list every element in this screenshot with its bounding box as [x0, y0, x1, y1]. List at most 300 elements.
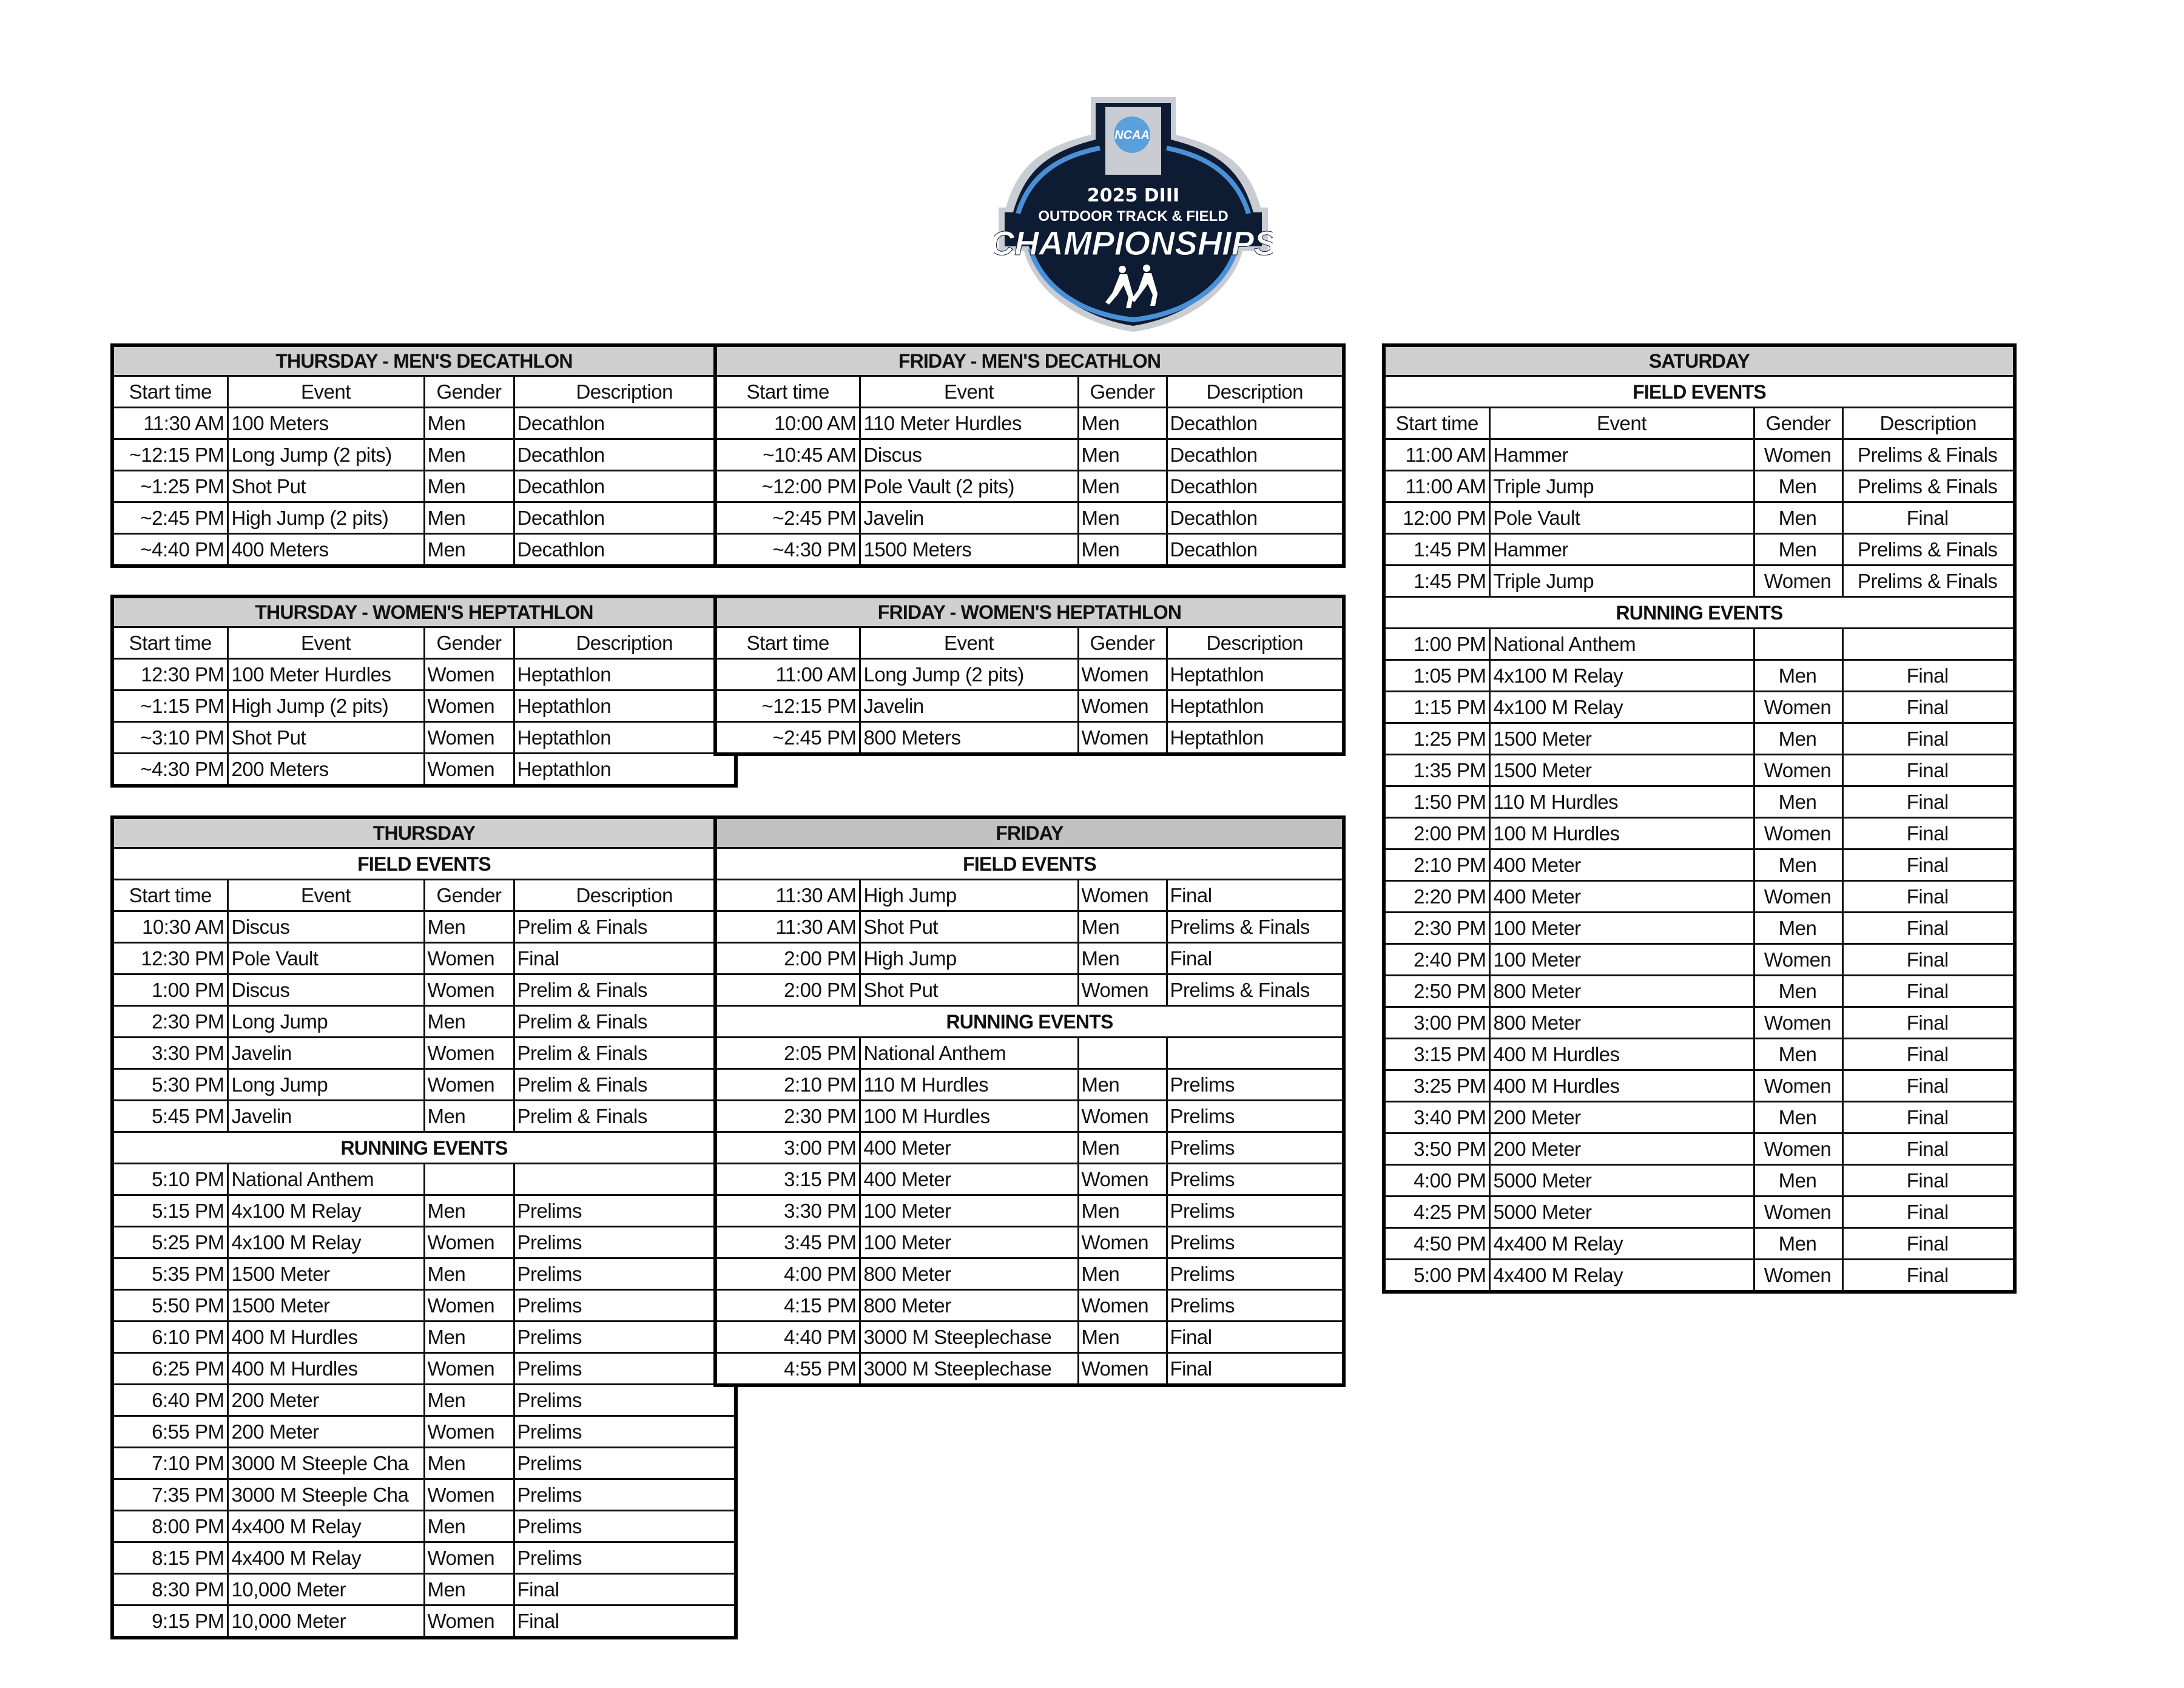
section-running-events: RUNNING EVENTS [715, 1006, 1344, 1038]
gender-cell: Men [424, 502, 514, 534]
column-header-gender: Gender [424, 376, 514, 408]
start-time-cell: ~12:15 PM [715, 690, 860, 722]
event-cell: High Jump [860, 880, 1078, 911]
description-cell: Prelims [514, 1195, 736, 1227]
start-time-cell: 4:00 PM [715, 1258, 860, 1290]
description-cell: Final [514, 943, 736, 974]
gender-cell: Men [424, 1195, 514, 1227]
start-time-cell: ~10:45 AM [715, 439, 860, 471]
event-cell: 400 Meter [1489, 881, 1754, 913]
description-cell: Prelims & Finals [1167, 974, 1344, 1006]
start-time-cell: 8:00 PM [112, 1511, 228, 1542]
start-time-cell: 3:50 PM [1384, 1133, 1489, 1165]
start-time-cell: 2:30 PM [112, 1006, 228, 1038]
description-cell [1167, 1038, 1344, 1069]
table-row [112, 1385, 736, 1416]
gender-cell: Men [1078, 502, 1167, 534]
description-cell: Final [1167, 1353, 1344, 1386]
start-time-cell: 6:55 PM [112, 1416, 228, 1448]
event-cell: 10,000 Meter [228, 1605, 424, 1638]
championship-logo [994, 92, 1273, 335]
description-cell: Prelims [1167, 1195, 1344, 1227]
description-cell: Decathlon [1167, 534, 1344, 567]
gender-cell: Men [1754, 976, 1842, 1007]
gender-cell: Women [424, 722, 514, 754]
description-cell: Final [1842, 849, 2015, 881]
event-cell: 1500 Meter [1489, 755, 1754, 786]
column-header-description: Description [1167, 627, 1344, 659]
event-cell: National Anthem [860, 1038, 1078, 1069]
table-row [1384, 1102, 2015, 1133]
gender-cell: Women [1754, 944, 1842, 976]
column-header-gender: Gender [1754, 408, 1842, 439]
description-cell: Final [1842, 944, 2015, 976]
description-cell: Final [1167, 880, 1344, 911]
event-cell: National Anthem [228, 1164, 424, 1195]
description-cell: Prelims [1167, 1227, 1344, 1258]
table-row [112, 690, 736, 722]
description-cell: Final [1842, 976, 2015, 1007]
event-cell: Shot Put [228, 722, 424, 754]
description-cell: Final [1842, 755, 2015, 786]
table-row [112, 1542, 736, 1574]
event-cell: 3000 M Steeple Cha [228, 1479, 424, 1511]
event-cell: Shot Put [860, 974, 1078, 1006]
start-time-cell: 12:00 PM [1384, 502, 1489, 534]
description-cell: Prelim & Finals [514, 1101, 736, 1132]
thursday-table [110, 815, 738, 1639]
start-time-cell: ~2:45 PM [715, 502, 860, 534]
start-time-cell: 11:30 AM [715, 911, 860, 943]
description-cell: Decathlon [514, 502, 736, 534]
gender-cell: Men [1078, 408, 1167, 439]
event-cell: 3000 M Steeplechase [860, 1353, 1078, 1386]
gender-cell: Women [424, 754, 514, 786]
table-row [715, 911, 1344, 943]
start-time-cell: 2:30 PM [1384, 913, 1489, 944]
start-time-cell: 5:15 PM [112, 1195, 228, 1227]
start-time-cell: 12:30 PM [112, 943, 228, 974]
friday-table [713, 815, 1346, 1387]
gender-cell: Women [1754, 692, 1842, 723]
table-row [1384, 1007, 2015, 1039]
table-row [112, 1258, 736, 1290]
gender-cell: Men [1754, 534, 1842, 565]
table-title: THURSDAY - WOMEN'S HEPTATHLON [112, 596, 736, 627]
table-row [1384, 755, 2015, 786]
start-time-cell: 10:00 AM [715, 408, 860, 439]
event-cell: 400 M Hurdles [228, 1353, 424, 1385]
start-time-cell: 3:15 PM [1384, 1039, 1489, 1070]
event-cell: Long Jump [228, 1069, 424, 1101]
event-cell: 800 Meters [860, 722, 1078, 755]
gender-cell: Women [424, 690, 514, 722]
start-time-cell: 3:00 PM [1384, 1007, 1489, 1039]
gender-cell: Men [424, 1511, 514, 1542]
gender-cell: Men [1754, 471, 1842, 502]
table-row [715, 1038, 1344, 1069]
saturday-table [1382, 343, 2017, 1294]
column-header-row [112, 376, 736, 408]
column-header-row [715, 627, 1344, 659]
start-time-cell: 4:15 PM [715, 1290, 860, 1322]
gender-cell: Women [1754, 1197, 1842, 1228]
event-cell: 400 M Hurdles [1489, 1070, 1754, 1102]
description-cell: Final [1842, 723, 2015, 755]
event-cell: Long Jump (2 pits) [228, 439, 424, 471]
table-row [112, 1416, 736, 1448]
description-cell: Prelim & Finals [514, 1069, 736, 1101]
event-cell: 4x400 M Relay [1489, 1260, 1754, 1292]
event-cell: 3000 M Steeple Cha [228, 1448, 424, 1479]
gender-cell: Men [1754, 502, 1842, 534]
table-row [1384, 629, 2015, 660]
gender-cell: Men [1078, 1258, 1167, 1290]
event-cell: 100 M Hurdles [1489, 818, 1754, 849]
event-cell: 4x100 M Relay [1489, 692, 1754, 723]
event-cell: 100 Meter Hurdles [228, 659, 424, 690]
description-cell: Prelims [514, 1416, 736, 1448]
event-cell: National Anthem [1489, 629, 1754, 660]
table-row [1384, 1165, 2015, 1197]
event-cell: 100 Meter [1489, 913, 1754, 944]
table-row [112, 534, 736, 567]
gender-cell: Women [424, 1353, 514, 1385]
table-row [112, 1038, 736, 1069]
description-cell: Final [1842, 818, 2015, 849]
start-time-cell: 1:25 PM [1384, 723, 1489, 755]
start-time-cell: 2:20 PM [1384, 881, 1489, 913]
description-cell: Final [1842, 1165, 2015, 1197]
column-header-description: Description [514, 880, 736, 911]
column-header-event: Event [860, 627, 1078, 659]
gender-cell: Women [424, 1227, 514, 1258]
table-row [112, 1605, 736, 1638]
description-cell: Prelims [1167, 1258, 1344, 1290]
gender-cell: Women [1754, 1070, 1842, 1102]
table-row [112, 1574, 736, 1605]
event-cell: 800 Meter [1489, 1007, 1754, 1039]
description-cell: Heptathlon [514, 690, 736, 722]
section-field-events: FIELD EVENTS [1384, 376, 2015, 408]
start-time-cell: 1:45 PM [1384, 565, 1489, 597]
start-time-cell: 4:55 PM [715, 1353, 860, 1386]
gender-cell: Men [424, 1385, 514, 1416]
start-time-cell: 3:40 PM [1384, 1102, 1489, 1133]
event-cell: 110 M Hurdles [1489, 786, 1754, 818]
event-cell: 1500 Meters [860, 534, 1078, 567]
gender-cell: Men [1078, 1195, 1167, 1227]
description-cell: Heptathlon [514, 722, 736, 754]
gender-cell: Women [1078, 1164, 1167, 1195]
svg-text:2025 DIII: 2025 DIII [1087, 185, 1180, 206]
gender-cell: Women [424, 659, 514, 690]
start-time-cell: 5:10 PM [112, 1164, 228, 1195]
start-time-cell: 3:00 PM [715, 1132, 860, 1164]
start-time-cell: 3:15 PM [715, 1164, 860, 1195]
start-time-cell: ~4:40 PM [112, 534, 228, 567]
start-time-cell: ~12:00 PM [715, 471, 860, 502]
event-cell: Javelin [860, 502, 1078, 534]
svg-text:NCAA: NCAA [1114, 129, 1150, 142]
start-time-cell: 1:15 PM [1384, 692, 1489, 723]
gender-cell: Men [1754, 1039, 1842, 1070]
gender-cell: Women [1078, 1101, 1167, 1132]
description-cell: Prelims [514, 1353, 736, 1385]
table-row [1384, 502, 2015, 534]
description-cell: Final [1842, 1070, 2015, 1102]
gender-cell: Women [424, 1479, 514, 1511]
gender-cell: Women [1078, 659, 1167, 690]
gender-cell: Men [424, 439, 514, 471]
start-time-cell: 9:15 PM [112, 1605, 228, 1638]
table-row [715, 534, 1344, 567]
event-cell: Javelin [228, 1101, 424, 1132]
description-cell: Prelims [1167, 1069, 1344, 1101]
event-cell: 400 Meters [228, 534, 424, 567]
start-time-cell: ~2:45 PM [112, 502, 228, 534]
event-cell: 1500 Meter [1489, 723, 1754, 755]
table-row [1384, 471, 2015, 502]
table-title: FRIDAY [715, 817, 1344, 848]
table-row [715, 880, 1344, 911]
table-row [1384, 692, 2015, 723]
description-cell [1842, 629, 2015, 660]
description-cell: Prelims & Finals [1167, 911, 1344, 943]
gender-cell: Women [424, 943, 514, 974]
column-header-row [1384, 408, 2015, 439]
event-cell: 5000 Meter [1489, 1197, 1754, 1228]
start-time-cell: ~1:15 PM [112, 690, 228, 722]
gender-cell: Women [1078, 690, 1167, 722]
table-row [1384, 1197, 2015, 1228]
table-row [1384, 881, 2015, 913]
description-cell: Heptathlon [514, 659, 736, 690]
gender-cell: Women [424, 974, 514, 1006]
gender-cell: Women [1754, 818, 1842, 849]
event-cell: 400 Meter [1489, 849, 1754, 881]
event-cell: Long Jump (2 pits) [860, 659, 1078, 690]
start-time-cell: 11:00 AM [715, 659, 860, 690]
event-cell: 400 Meter [860, 1132, 1078, 1164]
gender-cell: Men [424, 1258, 514, 1290]
event-cell: Shot Put [228, 471, 424, 502]
column-header-description: Description [1842, 408, 2015, 439]
start-time-cell: 5:50 PM [112, 1290, 228, 1322]
table-row [1384, 1228, 2015, 1260]
description-cell: Heptathlon [1167, 722, 1344, 755]
description-cell: Final [514, 1605, 736, 1638]
start-time-cell: 6:40 PM [112, 1385, 228, 1416]
gender-cell: Women [1078, 722, 1167, 755]
description-cell: Decathlon [514, 408, 736, 439]
gender-cell: Women [1754, 1007, 1842, 1039]
gender-cell: Men [1078, 1132, 1167, 1164]
table-row [1384, 660, 2015, 692]
table-row [715, 1258, 1344, 1290]
column-header-event: Event [228, 376, 424, 408]
gender-cell: Men [424, 1448, 514, 1479]
start-time-cell: 11:00 AM [1384, 471, 1489, 502]
description-cell: Prelims [1167, 1132, 1344, 1164]
table-row [112, 754, 736, 786]
table-row [1384, 786, 2015, 818]
gender-cell: Men [1078, 1069, 1167, 1101]
gender-cell: Women [1754, 439, 1842, 471]
description-cell: Decathlon [514, 534, 736, 567]
event-cell: 1500 Meter [228, 1290, 424, 1322]
start-time-cell: 8:30 PM [112, 1574, 228, 1605]
start-time-cell: ~4:30 PM [112, 754, 228, 786]
gender-cell: Men [1078, 471, 1167, 502]
description-cell: Prelims [514, 1227, 736, 1258]
table-row [715, 1227, 1344, 1258]
gender-cell: Men [1754, 1165, 1842, 1197]
event-cell: 400 M Hurdles [228, 1322, 424, 1353]
table-row [715, 408, 1344, 439]
gender-cell: Men [1078, 439, 1167, 471]
gender-cell: Men [1754, 1102, 1842, 1133]
gender-cell: Men [424, 1101, 514, 1132]
section-field-events: FIELD EVENTS [715, 848, 1344, 880]
table-row [1384, 1070, 2015, 1102]
column-header-event: Event [228, 880, 424, 911]
start-time-cell: 6:10 PM [112, 1322, 228, 1353]
start-time-cell: 3:25 PM [1384, 1070, 1489, 1102]
description-cell: Final [1842, 660, 2015, 692]
start-time-cell: 11:00 AM [1384, 439, 1489, 471]
event-cell: 4x400 M Relay [228, 1511, 424, 1542]
start-time-cell: 7:35 PM [112, 1479, 228, 1511]
column-header-gender: Gender [424, 627, 514, 659]
table-row [112, 1227, 736, 1258]
event-cell: 5000 Meter [1489, 1165, 1754, 1197]
start-time-cell: 2:50 PM [1384, 976, 1489, 1007]
column-header-event: Event [860, 376, 1078, 408]
svg-text:OUTDOOR TRACK & FIELD: OUTDOOR TRACK & FIELD [1038, 208, 1228, 225]
gender-cell: Men [1078, 911, 1167, 943]
column-header-description: Description [514, 627, 736, 659]
gender-cell: Women [424, 1069, 514, 1101]
gender-cell: Men [424, 1574, 514, 1605]
gender-cell: Women [424, 1038, 514, 1069]
description-cell: Final [1842, 1260, 2015, 1292]
gender-cell: Women [424, 1605, 514, 1638]
description-cell: Prelims [1167, 1101, 1344, 1132]
table-row [112, 1353, 736, 1385]
gender-cell: Men [424, 408, 514, 439]
description-cell: Prelim & Finals [514, 974, 736, 1006]
start-time-cell: ~12:15 PM [112, 439, 228, 471]
start-time-cell: 2:00 PM [715, 943, 860, 974]
event-cell: Javelin [860, 690, 1078, 722]
column-header-row [112, 880, 736, 911]
event-cell: 110 M Hurdles [860, 1069, 1078, 1101]
start-time-cell: 5:25 PM [112, 1227, 228, 1258]
start-time-cell: 11:30 AM [112, 408, 228, 439]
event-cell: Long Jump [228, 1006, 424, 1038]
gender-cell: Men [1754, 723, 1842, 755]
table-row [715, 1069, 1344, 1101]
event-cell: 200 Meters [228, 754, 424, 786]
ncaa-logo-icon [994, 92, 1273, 335]
table-row [112, 1479, 736, 1511]
event-cell: Pole Vault [1489, 502, 1754, 534]
description-cell: Final [1842, 1133, 2015, 1165]
description-cell: Prelims [514, 1479, 736, 1511]
event-cell: 800 Meter [1489, 976, 1754, 1007]
start-time-cell: 3:45 PM [715, 1227, 860, 1258]
description-cell: Final [514, 1574, 736, 1605]
start-time-cell: 2:40 PM [1384, 944, 1489, 976]
table-row [1384, 1039, 2015, 1070]
event-cell: 110 Meter Hurdles [860, 408, 1078, 439]
table-row [715, 1290, 1344, 1322]
description-cell: Prelims [514, 1258, 736, 1290]
description-cell: Final [1842, 1007, 2015, 1039]
event-cell: 800 Meter [860, 1290, 1078, 1322]
description-cell: Final [1842, 502, 2015, 534]
start-time-cell: 5:30 PM [112, 1069, 228, 1101]
description-cell: Prelim & Finals [514, 1006, 736, 1038]
thursday-decathlon-table [110, 343, 738, 568]
event-cell: 400 M Hurdles [1489, 1039, 1754, 1070]
section-field-events: FIELD EVENTS [112, 848, 736, 880]
event-cell: Javelin [228, 1038, 424, 1069]
description-cell: Prelims [1167, 1164, 1344, 1195]
gender-cell: Men [1754, 786, 1842, 818]
start-time-cell: 5:35 PM [112, 1258, 228, 1290]
table-row [112, 911, 736, 943]
column-header-start-time: Start time [112, 376, 228, 408]
event-cell: Shot Put [860, 911, 1078, 943]
start-time-cell: 2:00 PM [1384, 818, 1489, 849]
description-cell: Prelims [514, 1290, 736, 1322]
gender-cell: Women [1754, 565, 1842, 597]
description-cell: Final [1167, 943, 1344, 974]
event-cell: 4x100 M Relay [1489, 660, 1754, 692]
event-cell: 100 Meter [860, 1195, 1078, 1227]
table-title: THURSDAY - MEN'S DECATHLON [112, 345, 736, 376]
table-row [715, 1322, 1344, 1353]
event-cell: Hammer [1489, 439, 1754, 471]
gender-cell: Women [1754, 881, 1842, 913]
description-cell: Final [1842, 786, 2015, 818]
description-cell [514, 1164, 736, 1195]
table-row [112, 1448, 736, 1479]
description-cell: Prelims [514, 1385, 736, 1416]
table-row [112, 943, 736, 974]
event-cell: 100 Meter [1489, 944, 1754, 976]
event-cell: 200 Meter [228, 1385, 424, 1416]
description-cell: Final [1842, 692, 2015, 723]
start-time-cell: 1:35 PM [1384, 755, 1489, 786]
event-cell: High Jump (2 pits) [228, 690, 424, 722]
table-row [1384, 976, 2015, 1007]
column-header-start-time: Start time [1384, 408, 1489, 439]
table-row [112, 1322, 736, 1353]
event-cell: Pole Vault (2 pits) [860, 471, 1078, 502]
gender-cell: Women [1078, 1353, 1167, 1386]
table-row [715, 943, 1344, 974]
gender-cell [424, 1164, 514, 1195]
description-cell: Final [1167, 1322, 1344, 1353]
description-cell: Prelims [1167, 1290, 1344, 1322]
gender-cell: Men [1078, 943, 1167, 974]
start-time-cell: 8:15 PM [112, 1542, 228, 1574]
table-row [715, 1132, 1344, 1164]
table-row [715, 502, 1344, 534]
